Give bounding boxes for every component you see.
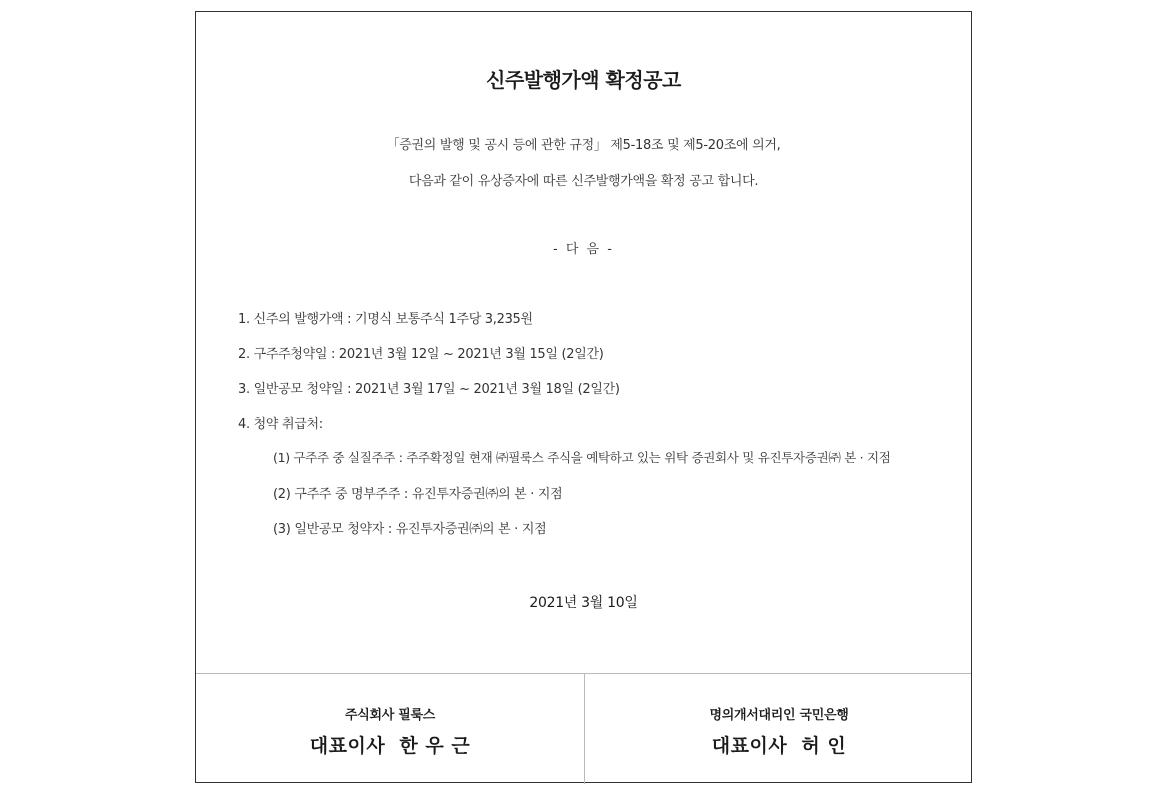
notice-document: [195, 11, 972, 783]
transfer-agent-representative: 대표이사 허 인: [711, 735, 847, 757]
issuer-representative: 대표이사 한 우 근: [309, 735, 471, 757]
transfer-agent-name: 명의개서대리인 국민은행: [709, 708, 849, 723]
issuer-company-name: 주식회사 필룩스: [344, 708, 436, 723]
section-heading: - 다 음 -: [553, 242, 614, 257]
item-public-subscription-date: 3. 일반공모 청약일 : 2021년 3월 17일 ~ 2021년 3월 18일 (2일간): [238, 382, 620, 397]
signature-block-transfer-agent: [585, 674, 973, 784]
sub-item-public-subscribers: (3) 일반공모 청약자 : 유진투자증권㈜의 본 · 지점: [273, 522, 547, 537]
item-existing-subscription-date: 2. 구주주청약일 : 2021년 3월 12일 ~ 2021년 3월 15일 (2일간): [238, 347, 604, 362]
notice-date: 2021년 3월 10일: [529, 595, 638, 611]
item-subscription-office: 4. 청약 취급처:: [238, 417, 323, 432]
item-issue-price: 1. 신주의 발행가액 : 기명식 보통주식 1주당 3,235원: [238, 312, 533, 327]
sub-item-actual-shareholders: (1) 구주주 중 실질주주 : 주주확정일 현재 ㈜필룩스 주식을 예탁하고 있는 위탁 증권회사 및 유진투자증권㈜ 본 · 지점: [273, 450, 891, 465]
signature-block-issuer: [196, 674, 585, 784]
signature-footer: [196, 673, 971, 784]
intro-line-2: 다음과 같이 유상증자에 따른 신주발행가액을 확정 공고 합니다.: [408, 174, 759, 189]
notice-title: 신주발행가액 확정공고: [486, 68, 681, 92]
intro-line-1: 「증권의 발행 및 공시 등에 관한 규정」 제5-18조 및 제5-20조에 의거,: [386, 138, 781, 153]
sub-item-registered-shareholders: (2) 구주주 중 명부주주 : 유진투자증권㈜의 본 · 지점: [273, 487, 563, 502]
